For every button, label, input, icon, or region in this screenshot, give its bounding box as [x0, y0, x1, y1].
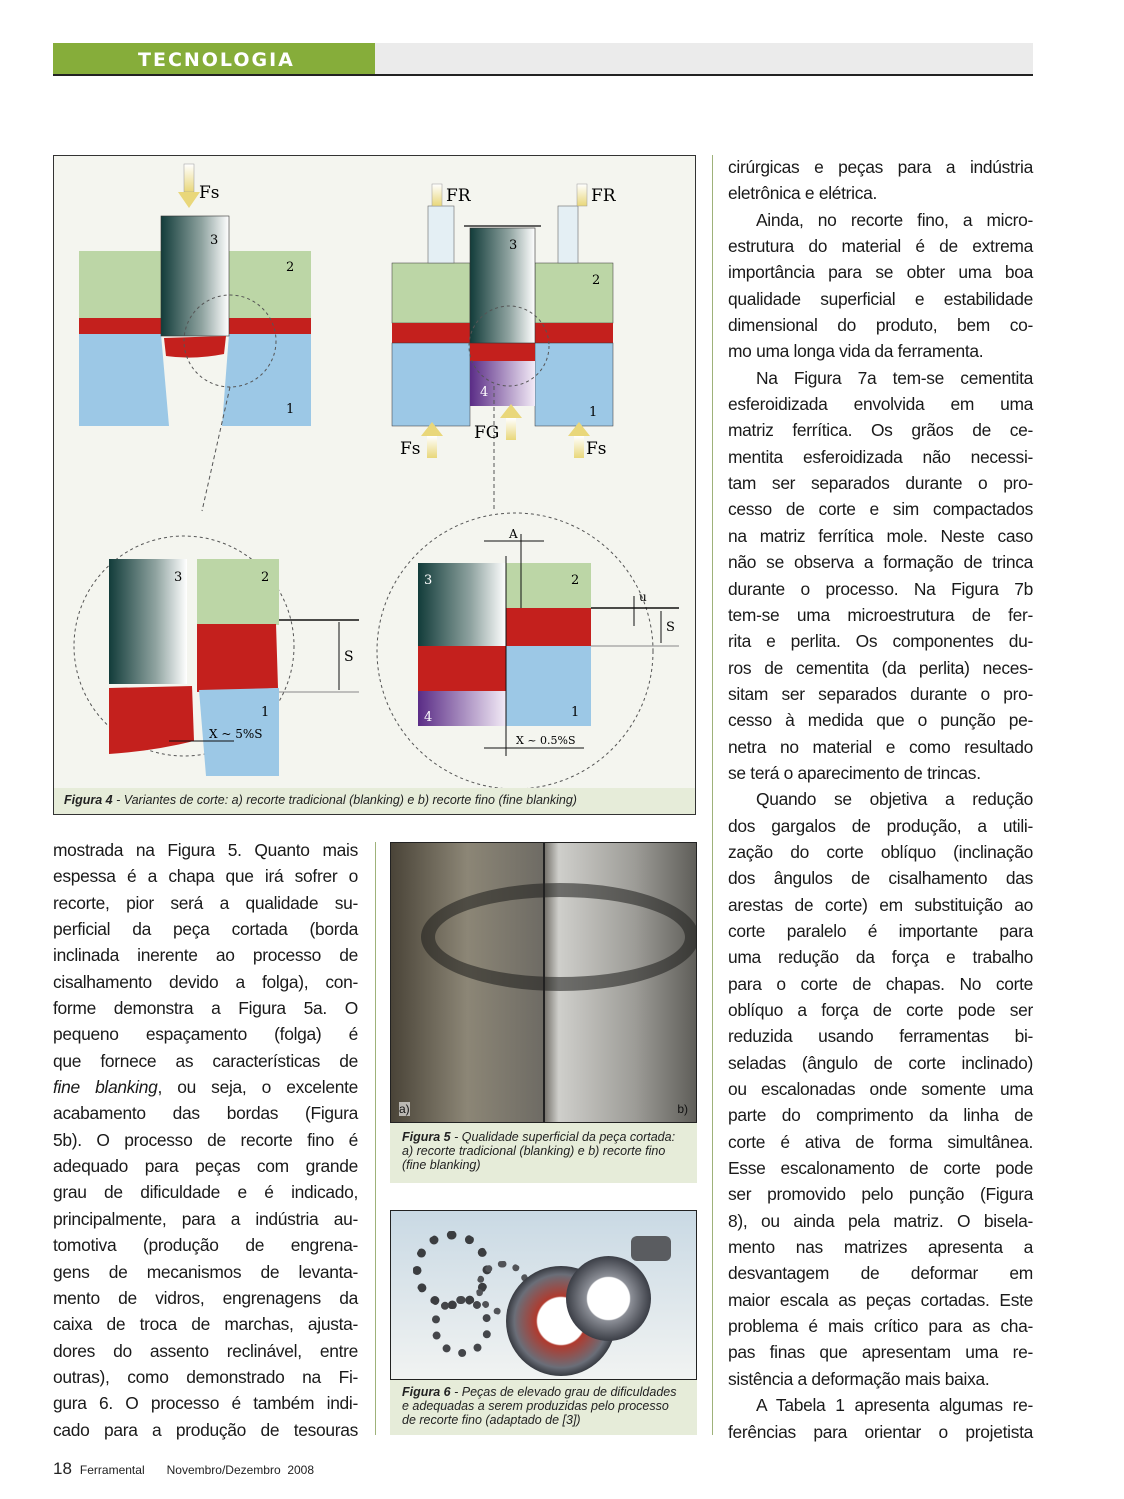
- ring-edge: [421, 883, 697, 991]
- text-line: ou escalonadas onde somente uma: [728, 1079, 1033, 1100]
- text-line: para o corte de chapas. No corte: [728, 973, 1033, 994]
- text-line: cesso de corte e sim compactados: [728, 499, 1033, 520]
- text-line: na matriz ferrítica mole. Neste caso: [728, 525, 1033, 546]
- text-line: cirúrgicas e peças para a indústria: [728, 157, 1033, 177]
- detail-label-3b: 3: [424, 573, 433, 588]
- detail-label-2: 2: [261, 570, 270, 585]
- text-line: forme demonstra a Figura 5a. O: [53, 998, 358, 1019]
- caption-label: Figura 4: [64, 793, 113, 807]
- text-line: cisalhamento devido a folga), con-: [53, 971, 358, 992]
- text-line: grau de dificuldade e é indicado,: [53, 1182, 358, 1203]
- text-line: não se observa a formação de trinca: [728, 552, 1033, 573]
- page-footer: [53, 1459, 314, 1479]
- caption-label: Figura 6: [402, 1385, 451, 1399]
- detail-label-2b: 2: [571, 573, 580, 588]
- text-line: durante o processo. Na Figura 7b: [728, 578, 1033, 599]
- label-fg: FG: [474, 423, 500, 443]
- text-fragment: , ou seja, o excelente: [157, 1077, 358, 1098]
- column-divider-right: [712, 155, 713, 1435]
- text-line: uma redução da força e trabalho: [728, 947, 1033, 968]
- text-line: sistência a deformação mais baixa.: [728, 1368, 990, 1389]
- caption-label: Figura 5: [402, 1130, 451, 1144]
- text-line: arestas de corte) em substituição ao: [728, 894, 1033, 915]
- text-line: corte é ativa de forma simultânea.: [728, 1131, 1033, 1152]
- text-line: zação do corte oblíquo (inclinação: [728, 841, 1033, 862]
- text-line: ferências para orientar o projetista: [728, 1421, 1033, 1442]
- figure-6-photo: [390, 1210, 697, 1380]
- magazine-name: Ferramental: [79, 1463, 145, 1477]
- label-fs-right: Fs: [586, 439, 607, 459]
- figure-5-caption: [390, 1123, 697, 1183]
- text-line: tem-se uma microestrutura de fer-: [728, 604, 1033, 625]
- label-4: 4: [480, 385, 489, 400]
- caption-text: - Qualidade superficial da peça cortada: a) recorte tradicional (blanking) e b) recorte fino (fine blanking): [402, 1130, 676, 1172]
- text-line: seladas (ângulo de corte inclinado): [728, 1052, 1033, 1073]
- text-line: rita e perlita. Os componentes du-: [728, 631, 1033, 652]
- italic-term: fine blanking: [53, 1077, 158, 1098]
- label-3: 3: [210, 233, 219, 248]
- label-fs-top: Fs: [199, 183, 220, 203]
- text-line: A Tabela 1 apresenta algumas re-: [756, 1395, 1033, 1416]
- text-line: reduzida usando ferramentas bi-: [728, 1026, 1033, 1047]
- traditional-blanking-diagram: [79, 164, 311, 426]
- text-line: caixa de troca de marchas, ajusta-: [53, 1314, 358, 1335]
- text-line: gens de mecanismos de levanta-: [53, 1261, 358, 1282]
- left-text-column: [53, 837, 358, 1443]
- disc-part: [566, 1256, 651, 1341]
- label-fr-left: FR: [446, 186, 471, 206]
- text-line: esferoidizada envolvida em uma: [728, 394, 1033, 415]
- text-line: estrutura do material é de extrema: [728, 236, 1033, 257]
- text-line: ros de cementita (da perlita) neces-: [728, 657, 1033, 678]
- detail-label-a: A: [509, 527, 518, 541]
- figure-6-caption: [390, 1380, 697, 1435]
- text-line: oblíquo a força de corte pode ser: [728, 1000, 1033, 1020]
- small-part: [631, 1236, 671, 1261]
- label-1: 1: [286, 402, 295, 417]
- header-rule: [53, 74, 1033, 76]
- text-line: maior escala as peças cortadas. Este: [728, 1289, 1033, 1310]
- caption-text: - Variantes de corte: a) recorte tradicional (blanking) e b) recorte fino (fine blanking): [112, 793, 577, 807]
- text-line: eletrônica e elétrica.: [728, 183, 878, 204]
- label-fs-left: Fs: [400, 439, 421, 459]
- label-1b: 1: [589, 405, 598, 420]
- text-line: ser promovido pelo punção (Figura: [728, 1184, 1033, 1205]
- text-line: gura 6. O processo é também indi-: [53, 1393, 358, 1414]
- text-line: dimensional do produto, bem co-: [728, 315, 1033, 336]
- figure-5-photo: [390, 842, 697, 1123]
- label-fr-right: FR: [591, 186, 616, 206]
- text-line: inclinada inerente ao processo de: [53, 945, 358, 966]
- label-2: 2: [286, 260, 295, 275]
- detail-label-s-b: S: [666, 620, 675, 635]
- text-line: espessa é a chapa que irá sofrer o: [53, 866, 358, 887]
- figure-4: [53, 155, 696, 815]
- text-line: recorte, pior será a qualidade su-: [53, 892, 358, 913]
- column-divider-left: [375, 842, 376, 1435]
- text-line: mento nas matrizes apresenta a: [728, 1237, 1033, 1258]
- text-line: qualidade superficial e estabilidade: [728, 288, 1033, 309]
- text-line: 5b). O processo de recorte fino é: [53, 1129, 358, 1150]
- detail-label-x-fine: X ~ 0.5%S: [516, 734, 576, 747]
- detail-label-1: 1: [261, 705, 270, 720]
- caption-text: - Peças de elevado grau de dificuldades e adequadas a serem produzidas pelo processo de recorte fino (adaptado de [3]): [402, 1385, 677, 1427]
- text-line: dores do assento reclinável, entre: [53, 1340, 358, 1361]
- detail-label-1b: 1: [571, 705, 580, 720]
- label-b: b): [677, 1102, 688, 1116]
- detail-label-x-trad: X ~ 5%S: [209, 727, 263, 741]
- text-line: tam ser separados durante o pro-: [728, 473, 1033, 494]
- text-line: que fornece as características de: [53, 1050, 358, 1071]
- text-line: tomotiva (produção de engrena-: [53, 1235, 358, 1256]
- text-line: adequado para peças com grande: [53, 1156, 358, 1177]
- text-line: mento de vidros, engrenagens da: [53, 1287, 358, 1308]
- issue-date: Novembro/Dezembro 2008: [166, 1463, 315, 1477]
- text-line: acabamento das bordas (Figura: [53, 1103, 358, 1124]
- text-line: sitam ser separados durante o pro-: [728, 683, 1033, 704]
- detail-label-s: S: [344, 649, 354, 665]
- figure-4-caption: [54, 788, 695, 814]
- page-number: 18: [53, 1459, 72, 1478]
- text-line: dos gargalos de produção, a utili-: [728, 815, 1033, 836]
- fine-blanking-diagram: [392, 184, 613, 458]
- text-line: principalmente, para a indústria au-: [53, 1208, 358, 1229]
- text-line: 8), ou ainda pela matriz. O bisela-: [728, 1210, 1033, 1231]
- label-2b: 2: [592, 273, 601, 288]
- text-line: se terá o aparecimento de trincas.: [728, 762, 981, 783]
- text-line: mentita esferoidizada não necessi-: [728, 446, 1033, 467]
- detail-label-u: u: [639, 590, 647, 604]
- text-line: importância para se obter uma boa: [728, 262, 1033, 283]
- text-line: pas finas que apresentam uma re-: [728, 1342, 1033, 1363]
- text-line: cado para a produção de tesouras: [53, 1419, 358, 1440]
- label-a: a): [399, 1102, 410, 1116]
- text-line: Quando se objetiva a redução: [756, 789, 1033, 810]
- text-line: Ainda, no recorte fino, a micro-: [756, 209, 1033, 230]
- text-line: perficial da peça cortada (borda: [53, 919, 358, 940]
- detail-label-3: 3: [174, 570, 183, 585]
- cutting-variants-diagram: [54, 156, 695, 788]
- text-line: desvantagem de deformar em: [728, 1263, 1033, 1284]
- text-line: cesso à medida que o punção pe-: [728, 710, 1033, 731]
- text-line: Esse escalonamento de corte pode: [728, 1158, 1033, 1179]
- detail-label-4: 4: [424, 710, 433, 725]
- text-line: corte paralelo é importante para: [728, 920, 1033, 941]
- split-line: [543, 843, 545, 1123]
- text-line: mo uma longa vida da ferramenta.: [728, 341, 984, 362]
- text-line: problema é mais crítico para as cha-: [728, 1316, 1033, 1337]
- text-line: mostrada na Figura 5. Quanto mais: [53, 840, 358, 860]
- text-line: netra no material e como resultado: [728, 736, 1033, 757]
- text-line: Na Figura 7a tem-se cementita: [756, 367, 1033, 388]
- text-line: dos ângulos de cisalhamento das: [728, 868, 1033, 889]
- text-line: outras), como demonstrado na Fi-: [53, 1366, 358, 1387]
- section-title: TECNOLOGIA: [138, 49, 295, 71]
- header-band: [375, 43, 1033, 75]
- text-line: pequeno espaçamento (folga) é: [53, 1024, 358, 1045]
- text-line: matriz ferrítica. Os grãos de ce-: [728, 420, 1033, 441]
- text-line: parte do comprimento da linha de: [728, 1105, 1033, 1126]
- label-3b: 3: [509, 238, 518, 253]
- right-text-column: [728, 154, 1033, 1445]
- text-line: [53, 1074, 358, 1100]
